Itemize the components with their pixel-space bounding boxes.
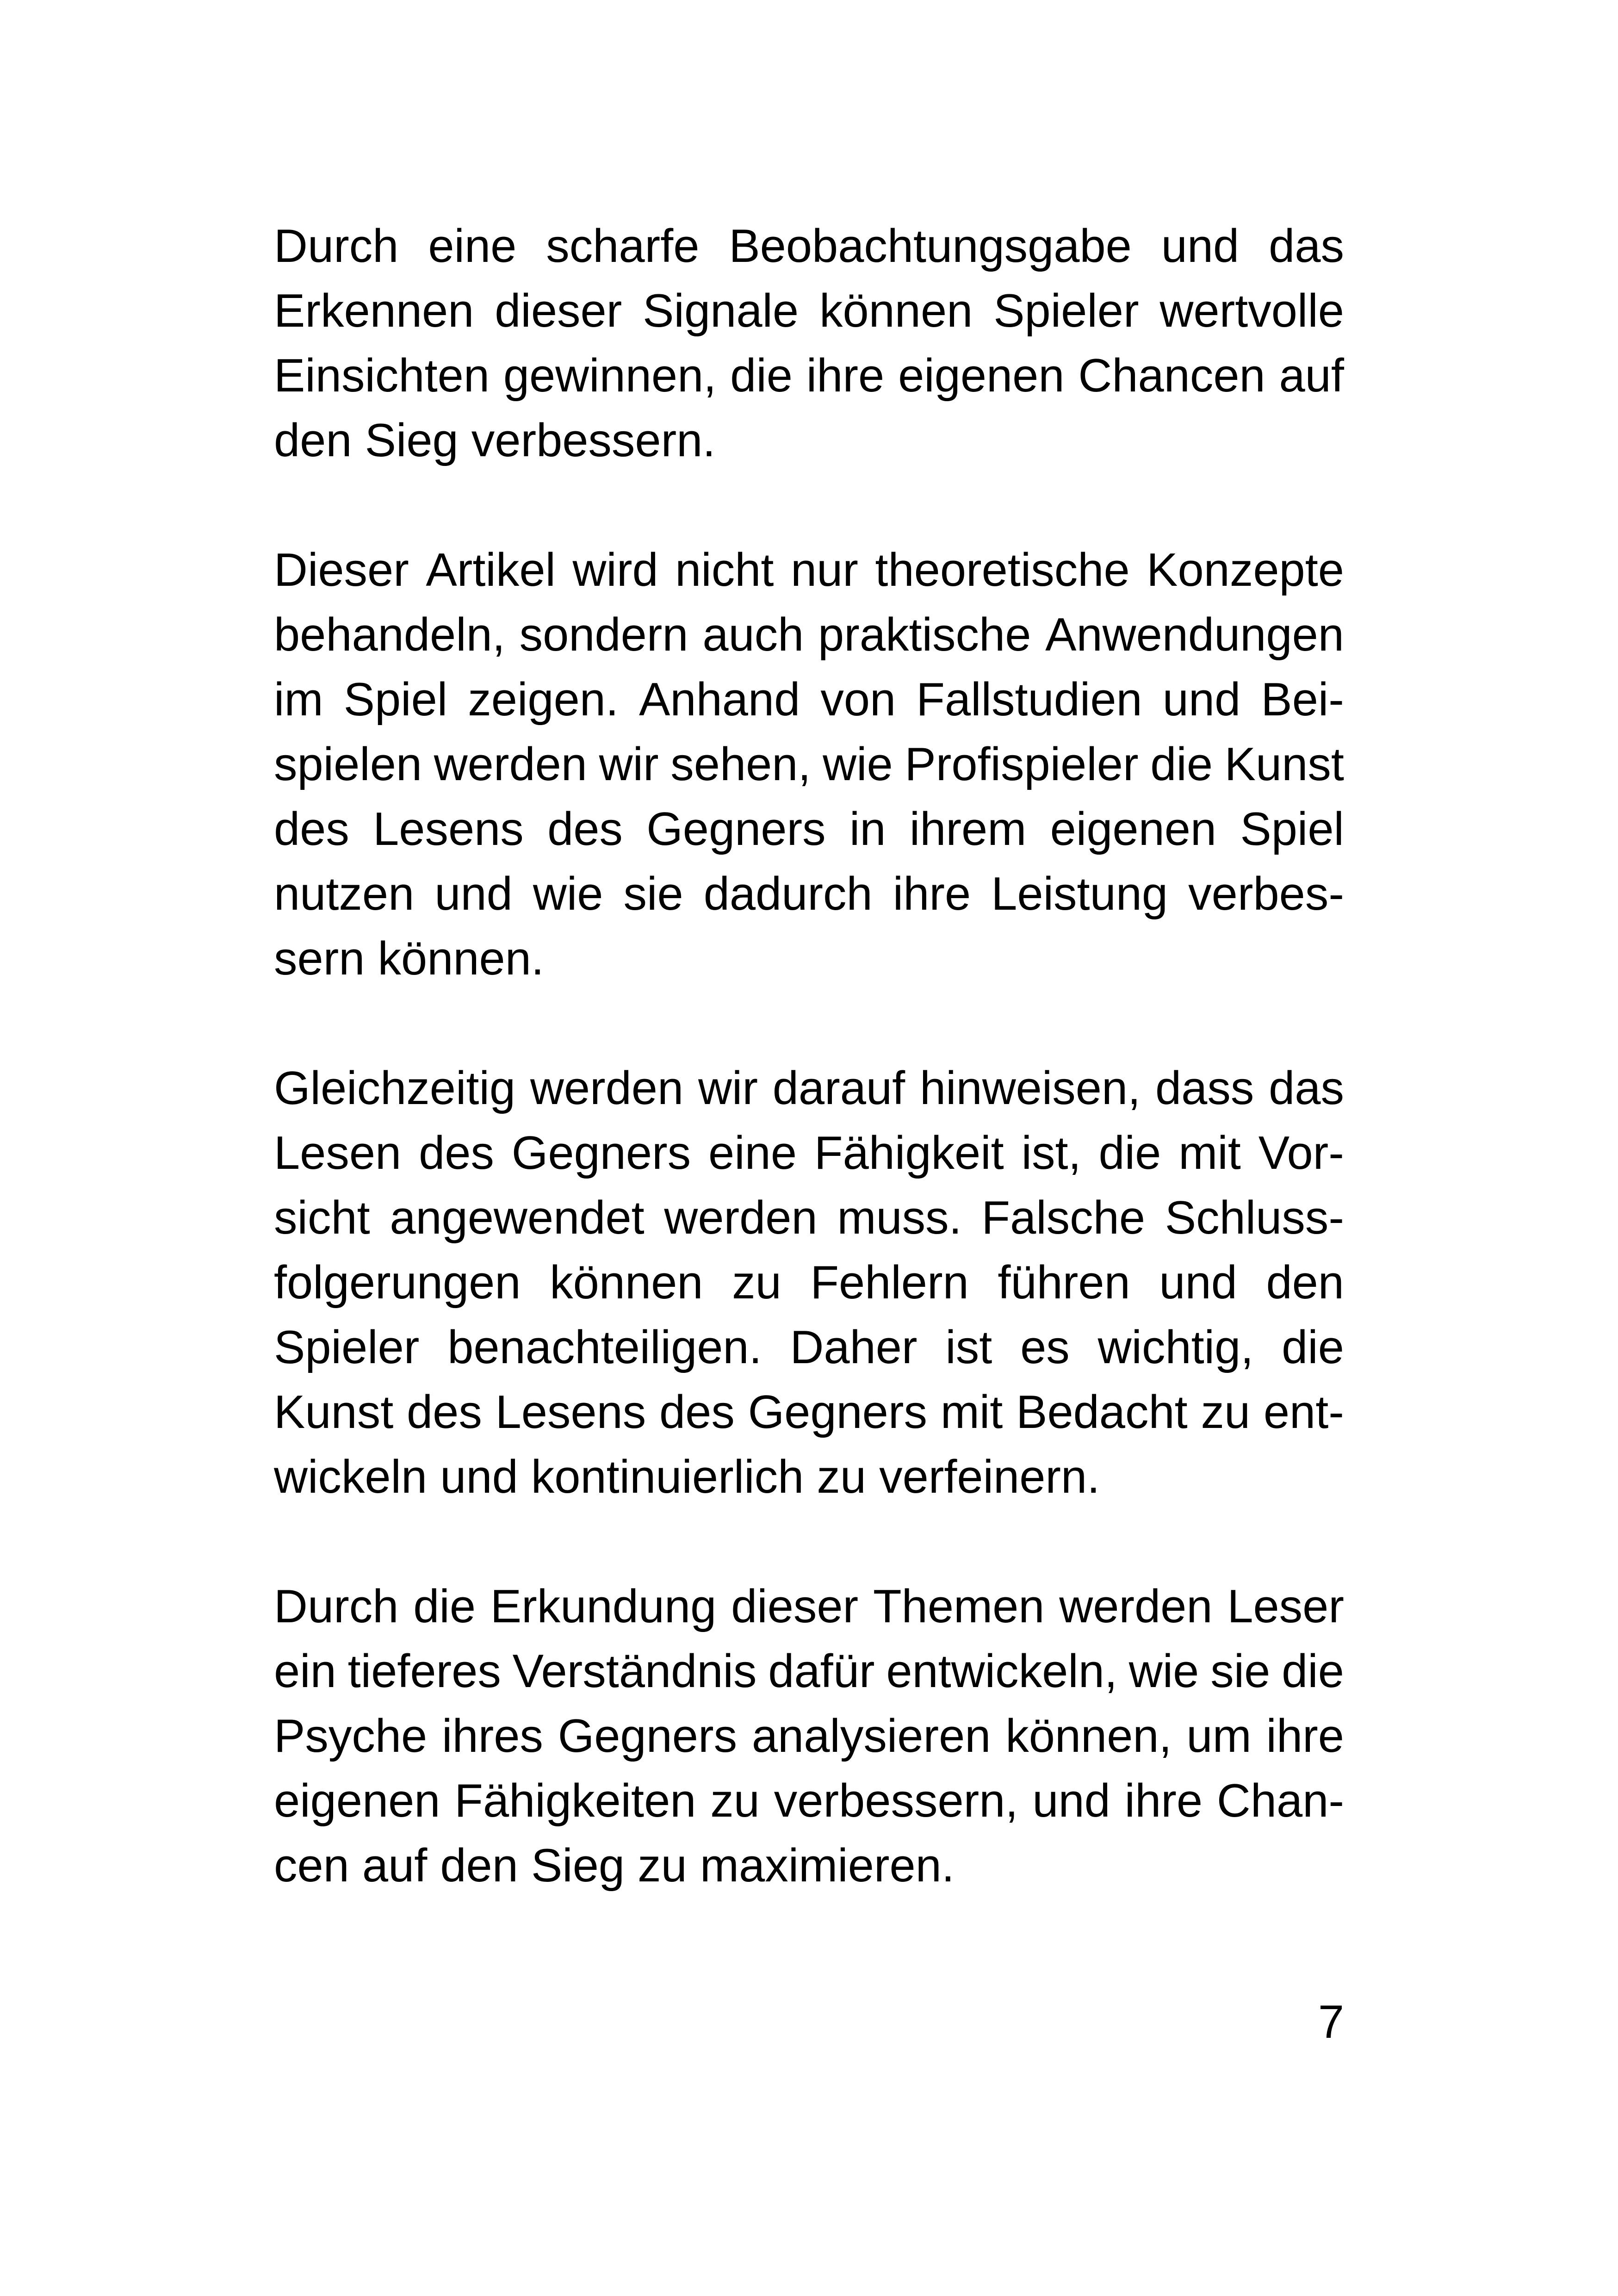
word: Einsichten <box>274 350 490 402</box>
word: Leistung <box>991 868 1168 920</box>
word: Lesen <box>274 1127 402 1179</box>
word: dadurch <box>703 868 873 920</box>
word: die <box>1282 1645 1344 1697</box>
word: ihre <box>806 350 885 402</box>
word: Kunst <box>274 1386 394 1438</box>
word: benachteiligen. <box>447 1322 762 1373</box>
word: können, <box>1005 1710 1172 1762</box>
text-line <box>274 1121 1344 1185</box>
word: Chan- <box>1216 1775 1344 1827</box>
paragraph-gap <box>274 1509 1344 1574</box>
word: entwickeln, <box>886 1645 1117 1697</box>
word: ihre <box>1266 1710 1344 1762</box>
word: sondern <box>519 609 688 661</box>
text-line <box>274 602 1344 667</box>
word: und <box>1161 220 1240 272</box>
word: von <box>820 674 896 726</box>
text-line <box>274 1056 1344 1121</box>
paragraph <box>274 538 1344 991</box>
text-line <box>274 1380 1344 1445</box>
word: Fähigkeiten <box>454 1775 696 1827</box>
word: Gleichzeitig <box>274 1062 516 1114</box>
word: eigenen <box>1050 803 1217 855</box>
word: dieser <box>731 1581 859 1632</box>
word: und <box>1032 1775 1110 1827</box>
word: eigenen <box>274 1775 440 1827</box>
word: sehen, <box>670 738 811 790</box>
word: wir <box>698 1062 758 1114</box>
word: Spieler <box>274 1322 420 1373</box>
word: werden <box>434 738 587 790</box>
word: wichtig, <box>1097 1322 1254 1373</box>
word: dass <box>1155 1062 1254 1114</box>
word: verbes- <box>1188 868 1344 920</box>
word: nutzen <box>274 868 415 920</box>
word: darauf <box>772 1062 905 1114</box>
word: hinweisen, <box>919 1062 1141 1114</box>
word: können <box>550 1257 703 1309</box>
word: Bei- <box>1261 674 1344 726</box>
word: ihrem <box>909 803 1027 855</box>
word: Vor- <box>1258 1127 1344 1179</box>
word: Bedacht <box>1016 1386 1188 1438</box>
word: ist <box>945 1322 992 1373</box>
word: das <box>1269 1062 1344 1114</box>
word: Anhand <box>639 674 800 726</box>
word: Lesens <box>495 1386 646 1438</box>
word: die <box>1150 738 1213 790</box>
text-line <box>274 1185 1344 1250</box>
word: wertvolle <box>1159 285 1344 337</box>
paragraph <box>274 1574 1344 1898</box>
word: in <box>849 803 886 855</box>
word: führen <box>998 1257 1130 1309</box>
word: muss. <box>837 1192 962 1244</box>
word: Daher <box>790 1322 917 1373</box>
word: behandeln, <box>274 609 505 661</box>
word: Fallstudien <box>916 674 1142 726</box>
text-line-last: wickeln und kontinuierlich zu verfeinern. <box>274 1451 1100 1503</box>
word: dieser <box>495 285 622 337</box>
word: Profispieler <box>905 738 1139 790</box>
word: praktische <box>818 609 1031 661</box>
word: ihre <box>1124 1775 1203 1827</box>
word: mit <box>940 1386 1003 1438</box>
word: die <box>1282 1322 1344 1373</box>
word: und <box>1162 674 1241 726</box>
word: es <box>1020 1322 1070 1373</box>
word: scharfe <box>546 220 700 272</box>
word: Spiel <box>1240 803 1344 855</box>
text-line <box>274 1250 1344 1315</box>
word: ihres <box>442 1710 543 1762</box>
word: des <box>274 803 349 855</box>
text-line <box>274 1704 1344 1769</box>
text-line <box>274 1315 1344 1380</box>
word: Fehlern <box>810 1257 969 1309</box>
text-line <box>274 1639 1344 1704</box>
text-line <box>274 1769 1344 1833</box>
word: Durch <box>274 220 399 272</box>
word: Gegners <box>558 1710 738 1762</box>
word: wie <box>533 868 603 920</box>
word: und <box>1159 1257 1237 1309</box>
word: ist, <box>1021 1127 1081 1179</box>
word: und <box>434 868 513 920</box>
word: Konzepte <box>1147 544 1344 596</box>
word: Signale <box>643 285 799 337</box>
word: Dieser <box>274 544 409 596</box>
word: zeigen. <box>468 674 619 726</box>
word: Gegners <box>511 1127 691 1179</box>
word: Psyche <box>274 1710 428 1762</box>
word: den <box>1266 1257 1344 1309</box>
word: Erkennen <box>274 285 474 337</box>
word: folgerungen <box>274 1257 521 1309</box>
word: mit <box>1178 1127 1241 1179</box>
word: werden <box>1059 1581 1213 1632</box>
word: auch <box>702 609 804 661</box>
word: tieferes <box>347 1645 501 1697</box>
word: des <box>547 803 623 855</box>
word: des <box>407 1386 482 1438</box>
text-line <box>274 279 1344 343</box>
word: auf <box>1279 350 1344 402</box>
word: Anwendungen <box>1045 609 1344 661</box>
word: die <box>413 1581 476 1632</box>
word: im <box>274 674 323 726</box>
word: die <box>1098 1127 1161 1179</box>
word: dafür <box>768 1645 875 1697</box>
word: wir <box>599 738 659 790</box>
word: analysieren <box>751 1710 991 1762</box>
word: das <box>1269 220 1344 272</box>
word: wird <box>572 544 658 596</box>
word: Spieler <box>993 285 1139 337</box>
word: zu <box>732 1257 781 1309</box>
word: Beobachtungsgabe <box>729 220 1132 272</box>
word: Verständnis <box>512 1645 757 1697</box>
word: werden <box>530 1062 684 1114</box>
text-line <box>274 732 1344 797</box>
word: ein <box>274 1645 336 1697</box>
word: ent- <box>1263 1386 1344 1438</box>
word: um <box>1186 1710 1252 1762</box>
word: spielen <box>274 738 422 790</box>
body-text <box>274 214 1344 1898</box>
word: die <box>730 350 793 402</box>
word: nicht <box>675 544 774 596</box>
word: gewinnen, <box>503 350 717 402</box>
word: angewendet <box>390 1192 645 1244</box>
text-line <box>274 538 1344 602</box>
paragraph <box>274 214 1344 473</box>
word: Falsche <box>981 1192 1146 1244</box>
text-line <box>274 214 1344 279</box>
word: eine <box>428 220 517 272</box>
word: Kunst <box>1224 738 1344 790</box>
word: sie <box>623 868 683 920</box>
word: Artikel <box>426 544 556 596</box>
word: Themen <box>873 1581 1045 1632</box>
word: können <box>819 285 973 337</box>
page-number: 7 <box>1318 1996 1344 2048</box>
paragraph <box>274 1056 1344 1509</box>
word: wie <box>823 738 893 790</box>
text-line-last: den Sieg verbessern. <box>274 415 716 466</box>
word: Gegners <box>646 803 826 855</box>
word: werden <box>664 1192 818 1244</box>
word: sie <box>1210 1645 1271 1697</box>
word: Schluss- <box>1165 1192 1344 1244</box>
word: eine <box>708 1127 797 1179</box>
word: verbessern, <box>774 1775 1018 1827</box>
paragraph-gap <box>274 991 1344 1056</box>
text-line <box>274 862 1344 926</box>
word: des <box>659 1386 735 1438</box>
text-line-last: cen auf den Sieg zu maximieren. <box>274 1840 955 1892</box>
text-line <box>274 1574 1344 1639</box>
word: Fähigkeit <box>814 1127 1004 1179</box>
word: Gegners <box>748 1386 927 1438</box>
word: zu <box>710 1775 760 1827</box>
word: Lesens <box>373 803 524 855</box>
text-line <box>274 343 1344 408</box>
word: theoretische <box>875 544 1130 596</box>
word: Spiel <box>343 674 448 726</box>
word: eigenen <box>898 350 1065 402</box>
word: sicht <box>274 1192 370 1244</box>
word: des <box>419 1127 494 1179</box>
word: Durch <box>274 1581 399 1632</box>
word: Leser <box>1227 1581 1344 1632</box>
word: Erkundung <box>490 1581 717 1632</box>
word: nur <box>790 544 858 596</box>
word: ihre <box>893 868 971 920</box>
word: zu <box>1201 1386 1251 1438</box>
text-line-last: sern können. <box>274 933 544 985</box>
text-line <box>274 797 1344 862</box>
word: wie <box>1128 1645 1199 1697</box>
word: Chancen <box>1078 350 1265 402</box>
text-line <box>274 667 1344 732</box>
paragraph-gap <box>274 473 1344 538</box>
